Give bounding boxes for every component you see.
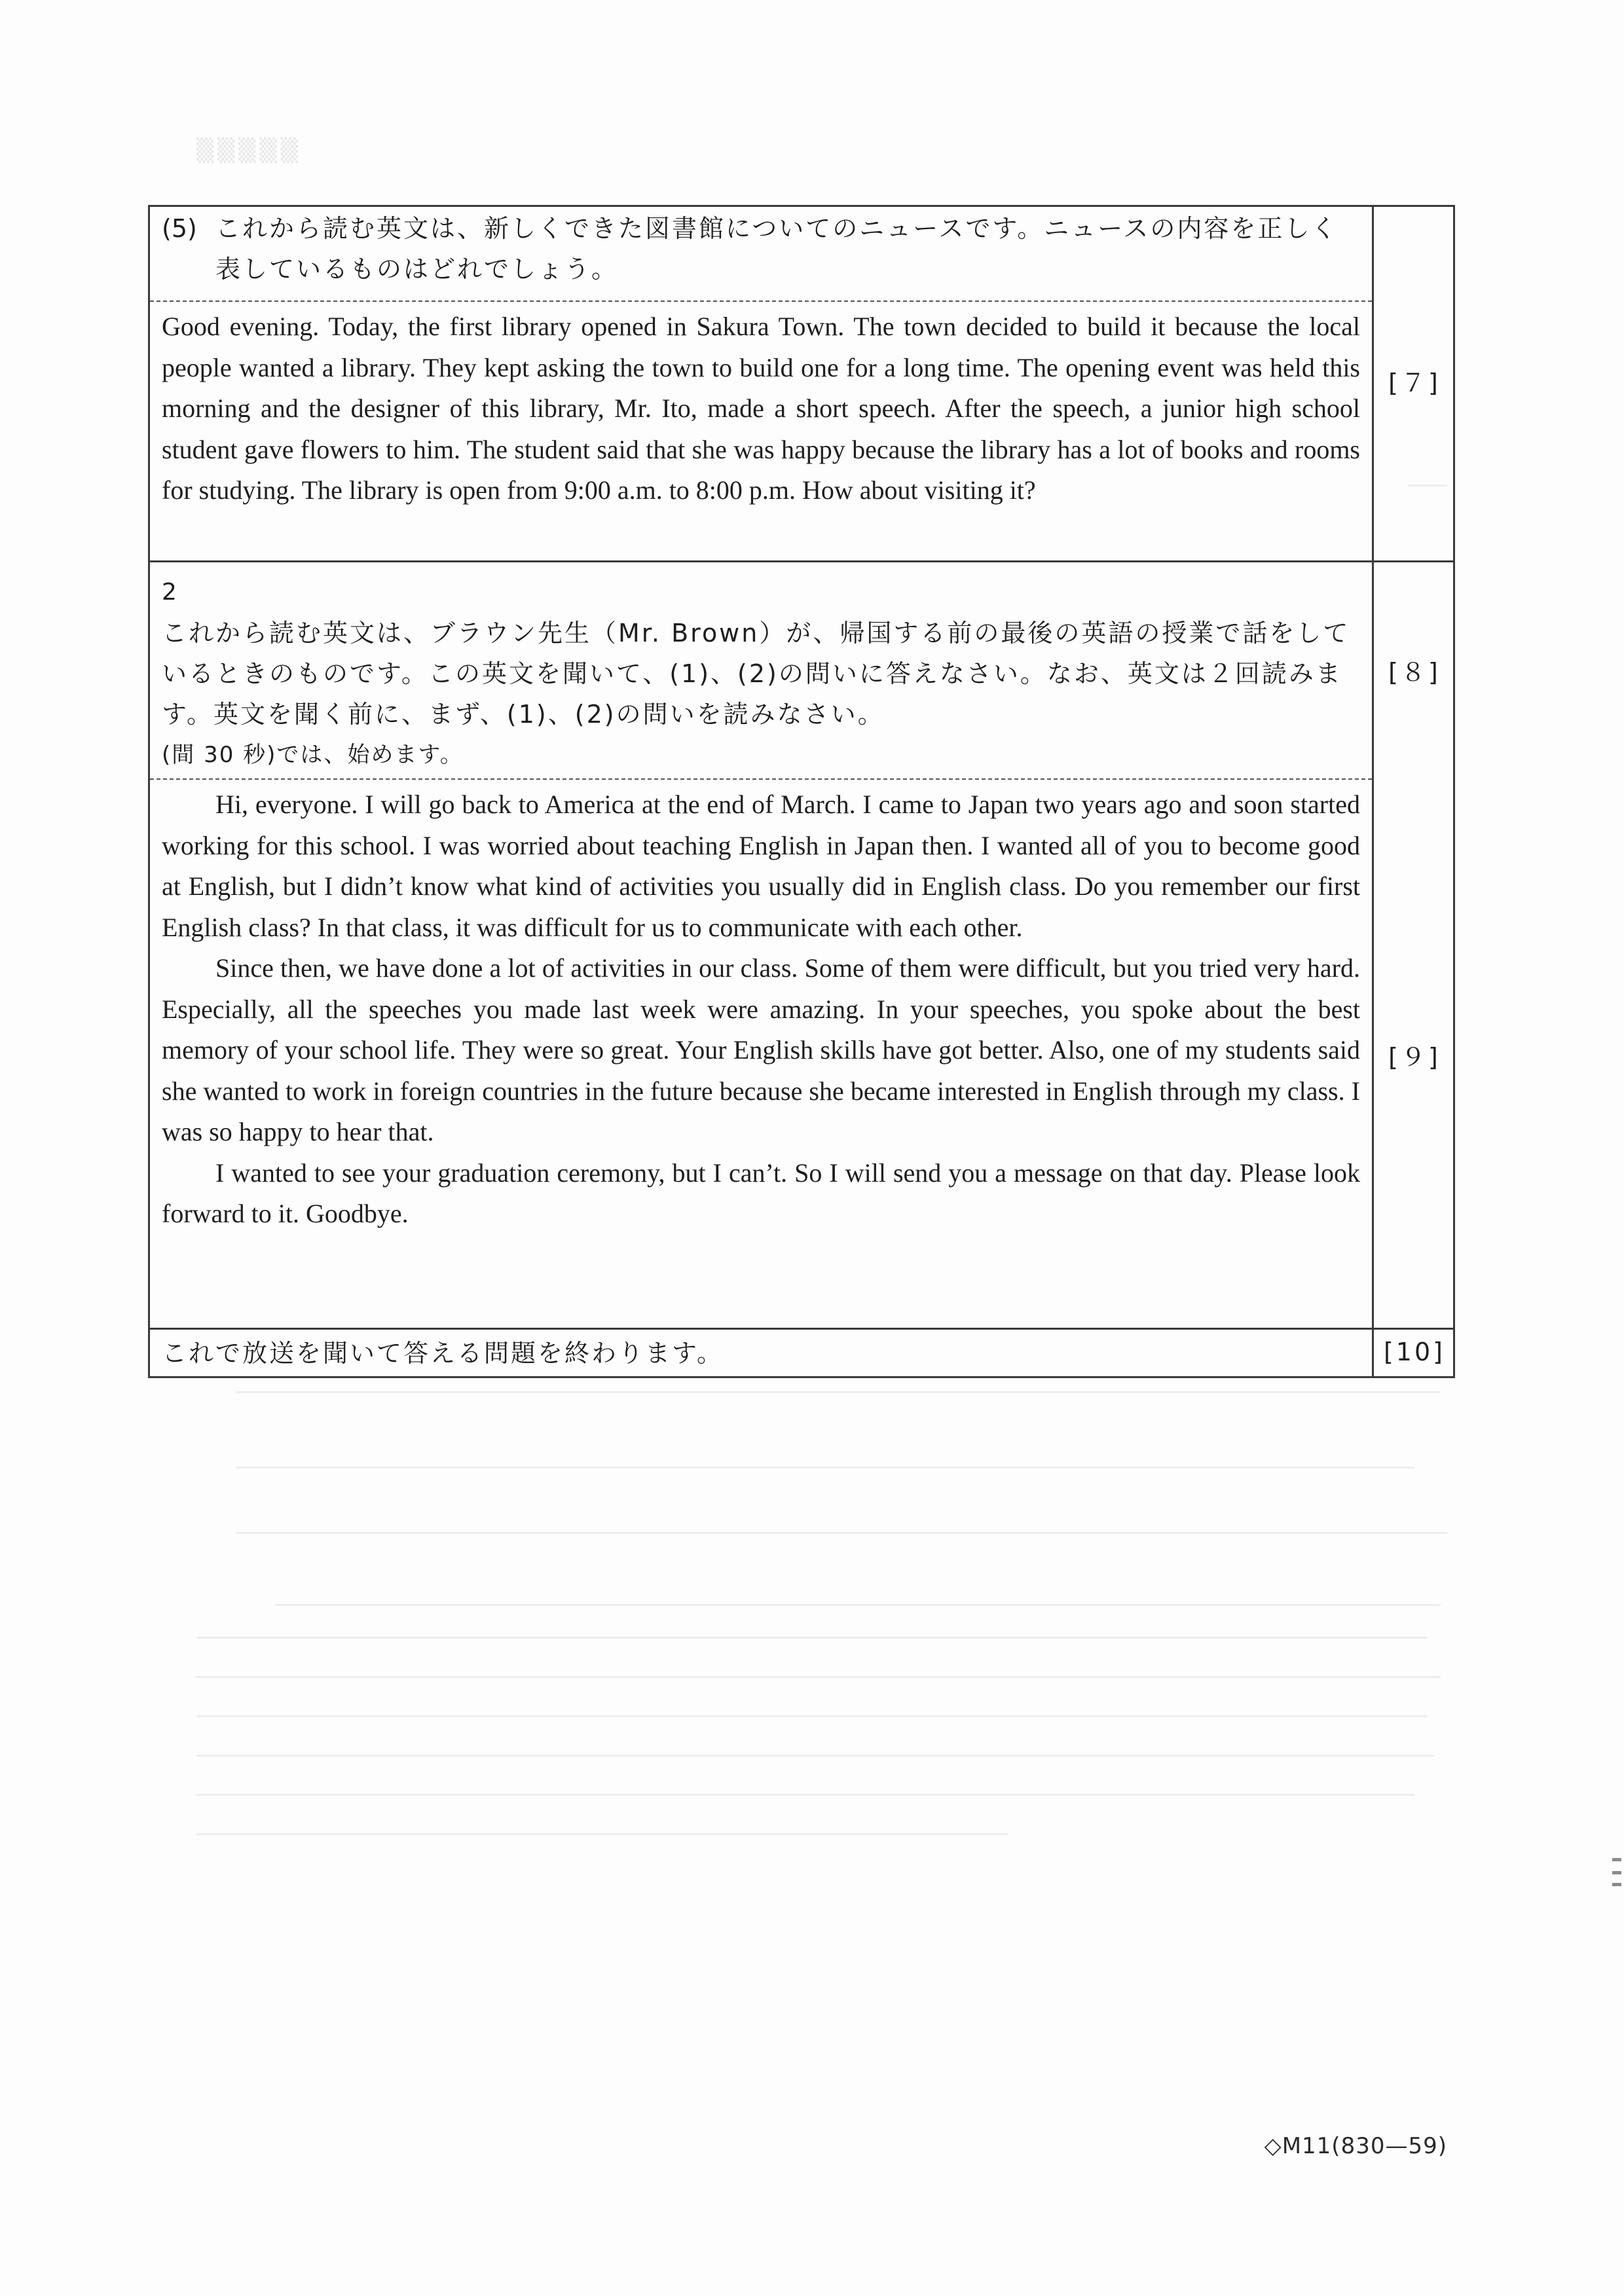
listening-script-table bbox=[148, 205, 1455, 1378]
question-5-instruction bbox=[162, 208, 1360, 289]
row-divider bbox=[150, 1328, 1453, 1330]
track-marker: [７] bbox=[1388, 369, 1441, 397]
track-marker: [９] bbox=[1388, 1043, 1441, 1072]
pause-instruction: (間 30 秒)では、始めます。 bbox=[162, 742, 464, 768]
bleed-through bbox=[236, 1532, 1447, 1534]
question-number: 2 bbox=[162, 579, 177, 606]
passage-paragraph: I wanted to see your graduation ceremony, but I can’t. So I will send you a message on that day. Please look forward to it. Goodbye. bbox=[162, 1157, 1360, 1228]
edge-mark bbox=[1612, 1883, 1621, 1886]
passage-paragraph: Hi, everyone. I will go back to America at the end of March. I came to Japan two years ago and soon started working for this school. I was worried about teaching English in Japan then. I wanted all of you to become good at English, but I didn’t know what kind of activities you usually did in English class. Do you remember our first English class? In that class, it was difficult for us to communicate with each other. bbox=[162, 790, 1360, 942]
bleed-through bbox=[196, 1676, 1441, 1678]
library-news-passage bbox=[162, 306, 1360, 511]
bleed-through: ▒▒▒▒▒ bbox=[196, 137, 302, 164]
closing-text: これで放送を聞いて答える問題を終わります。 bbox=[162, 1339, 724, 1368]
row-divider bbox=[150, 560, 1453, 562]
question-instruction-text: これから読む英文は、新しくできた図書館についてのニュースです。ニュースの内容を正しく表しているものはどれでしょう。 bbox=[215, 214, 1338, 283]
edge-mark bbox=[1612, 1858, 1621, 1861]
bleed-through bbox=[196, 1637, 1428, 1639]
track-marker: [10] bbox=[1383, 1338, 1445, 1366]
question-number: (5) bbox=[162, 214, 197, 243]
track-marker: [８] bbox=[1388, 658, 1441, 687]
passage-paragraph: Good evening. Today, the first library opened in Sakura Town. The town decided to build it because the local people wanted a library. They kept asking the town to build one for a long time. The opening event was held this morning and the designer of this library, Mr. Ito, made a short speech. After the speech, a junior high school student gave flowers to him. The student said that she was happy because the library has a lot of books and rooms for studying. The library is open from 9:00 a.m. to 8:00 p.m. How about visiting it? bbox=[162, 312, 1360, 505]
bleed-through bbox=[236, 1467, 1414, 1468]
bleed-through bbox=[196, 1794, 1414, 1796]
page-code: ◇M11(830—59) bbox=[1264, 2133, 1447, 2159]
edge-mark bbox=[1612, 1871, 1621, 1874]
question-2-instruction bbox=[162, 572, 1360, 775]
question-instruction-text: これから読む英文は、ブラウン先生（Mr. Brown）が、帰国する前の最後の英語の授業で話をしているときのものです。この英文を聞いて、(1)、(2)の問いに答えなさい。なお、英文は２回読みます。英文を聞く前に、まず、(1)、(2)の問いを読みなさい。 bbox=[162, 619, 1350, 729]
bleed-through bbox=[196, 1715, 1428, 1717]
bleed-through bbox=[196, 1833, 1008, 1835]
closing-announcement bbox=[162, 1333, 1360, 1374]
bleed-through bbox=[196, 1755, 1434, 1757]
mr-brown-speech-passage bbox=[162, 784, 1360, 1235]
passage-paragraph: Since then, we have done a lot of activities in our class. Some of them were difficult, but you tried very hard. Especially, all the speeches you made last week were amazing. In your speeches, you spoke about the best memory of your school life. They were so great. Your English skills have got better. Also, one of my students said she wanted to work in foreign countries in the future because she became interested in English through my class. I was so happy to hear that. bbox=[162, 953, 1360, 1146]
dashed-divider bbox=[150, 778, 1372, 780]
bleed-through bbox=[236, 1391, 1441, 1393]
bleed-through bbox=[275, 1604, 1441, 1606]
dashed-divider bbox=[150, 301, 1372, 302]
